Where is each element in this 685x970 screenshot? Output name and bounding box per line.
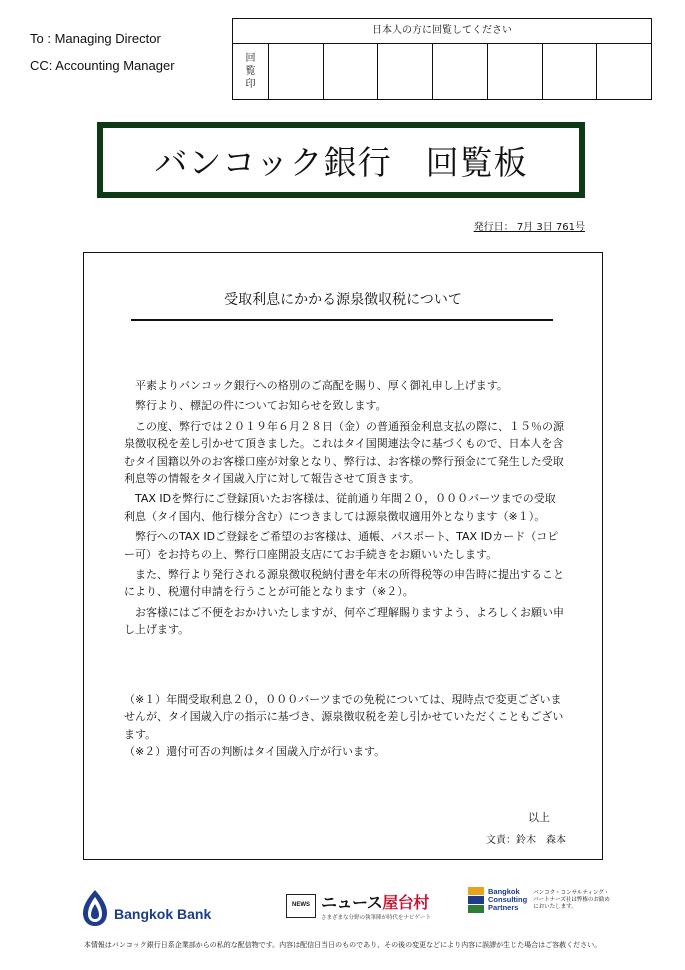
bangkok-bank-logo (80, 888, 211, 928)
closing: 以上 (528, 811, 550, 824)
news-name-part: ニュース (321, 893, 383, 912)
bcp-japanese (533, 890, 610, 911)
news-name-part: 屋台村 (382, 893, 429, 912)
stamp-cell (597, 44, 651, 99)
stamp-cell (433, 44, 488, 99)
circulation-label (233, 44, 269, 99)
bcp-jp-line: パートナーズ社は弊権のお勧め (533, 896, 610, 903)
issue-info: 発行日： 7月 3日 761号 (473, 222, 585, 233)
subject-divider (131, 319, 553, 321)
title-box (97, 122, 585, 198)
bcp-name-line: Consulting (488, 895, 528, 904)
news-name (321, 890, 431, 913)
bcp-name (488, 888, 527, 912)
circulation-label-char: 覧 (245, 66, 256, 77)
content-box (83, 252, 603, 860)
to-line: To : Managing Director (30, 31, 161, 46)
footer-disclaimer: 本情報はバンコック銀行日系企業部からの私的な配信物です。内容は配信日当日のものであり、その後の変更などにより内容に誤謬が生じた場合はご容赦ください。 (83, 941, 602, 949)
bangkok-bank-name: Bangkok Bank (114, 906, 212, 922)
stamp-cell (488, 44, 543, 99)
paragraph: この度、弊行では２０１９年６月２８日（金）の普通預金利息支払の際に、１５％の源泉徴収税を差し引かせて頂きました。これはタイ国関連法令に基づくもので、日本人を含むタイ国籍以外のお客様口座が対象となり、弊行は、お客様の弊行預金にて発生した受取利息等の情報をタイ国歳入庁に対して報告させて頂きます。 (124, 419, 564, 486)
paragraph: TAX IDを弊行にご登録頂いたお客様は、従前通り年間２０，０００バーツまでの受取利息（タイ国内、他行様分含む）につきましては源泉徴収適用外となります（※１）。 (124, 492, 556, 523)
paragraph: 弊行より、標記の件についてお知らせを致します。 (135, 399, 387, 413)
author: 文責：鈴木 森本 (486, 835, 566, 846)
stamp-cell (269, 44, 324, 99)
bangkok-bank-icon (80, 888, 110, 928)
notes (124, 691, 564, 761)
circulation-label-char: 回 (245, 53, 256, 64)
body-text (124, 377, 564, 642)
circulation-title: 日本人の方に回覧してください (233, 19, 651, 44)
stamp-cell (324, 44, 379, 99)
paragraph: 弊行へのTAX IDご登録をご希望のお客様は、通帳、パスポート、TAX IDカード（コピー可）をお持ちの上、弊行口座開設支店にてお手続きをお願いいたします。 (124, 530, 559, 561)
paragraph: お客様にはご不便をおかけいたしますが、何卒ご理解賜りますよう、よろしくお願い申し上げます。 (124, 605, 564, 637)
circulation-row (233, 44, 651, 99)
bcp-jp-line: バンコク・コンサルティング・ (533, 889, 610, 896)
circulation-label-char: 印 (245, 79, 256, 90)
document-subject: 受取利息にかかる源泉徴収税について (224, 292, 462, 308)
bcp-mark-icon (468, 887, 484, 913)
circulation-table (232, 18, 652, 100)
note: （※２）還付可否の判断はタイ国歳入庁が行います。 (124, 745, 386, 759)
bcp-name-line: Bangkok (488, 887, 520, 896)
news-badge: NEWS (286, 894, 316, 918)
news-text (321, 890, 431, 921)
cc-line: CC: Accounting Manager (30, 58, 175, 73)
stamp-cell (543, 44, 598, 99)
news-yataimura-logo (286, 890, 431, 921)
note: （※１）年間受取利息２０，０００バーツまでの免税については、現時点で変更ございませんが、タイ国歳入庁の指示に基づき、源泉徴収税を差し引かせていただくこともございます。 (124, 693, 564, 741)
paragraph: 平素よりバンコック銀行への格別のご高配を賜り、厚く御礼申し上げます。 (135, 379, 508, 392)
paragraph: また、弊行より発行される源泉徴収税納付書を年末の所得税等の申告時に提出することにより、税還付申請を行うことが可能となります（※２）。 (124, 568, 564, 599)
stamp-cell (378, 44, 433, 99)
bcp-logo (468, 887, 610, 913)
page-title: バンコック銀行 回覧板 (154, 142, 528, 182)
bcp-name-line: Partners (488, 903, 519, 912)
news-tagline: さまざまな分野の執筆陣が時代をナビゲート (321, 915, 432, 921)
bcp-jp-line: においたします。 (533, 903, 577, 910)
